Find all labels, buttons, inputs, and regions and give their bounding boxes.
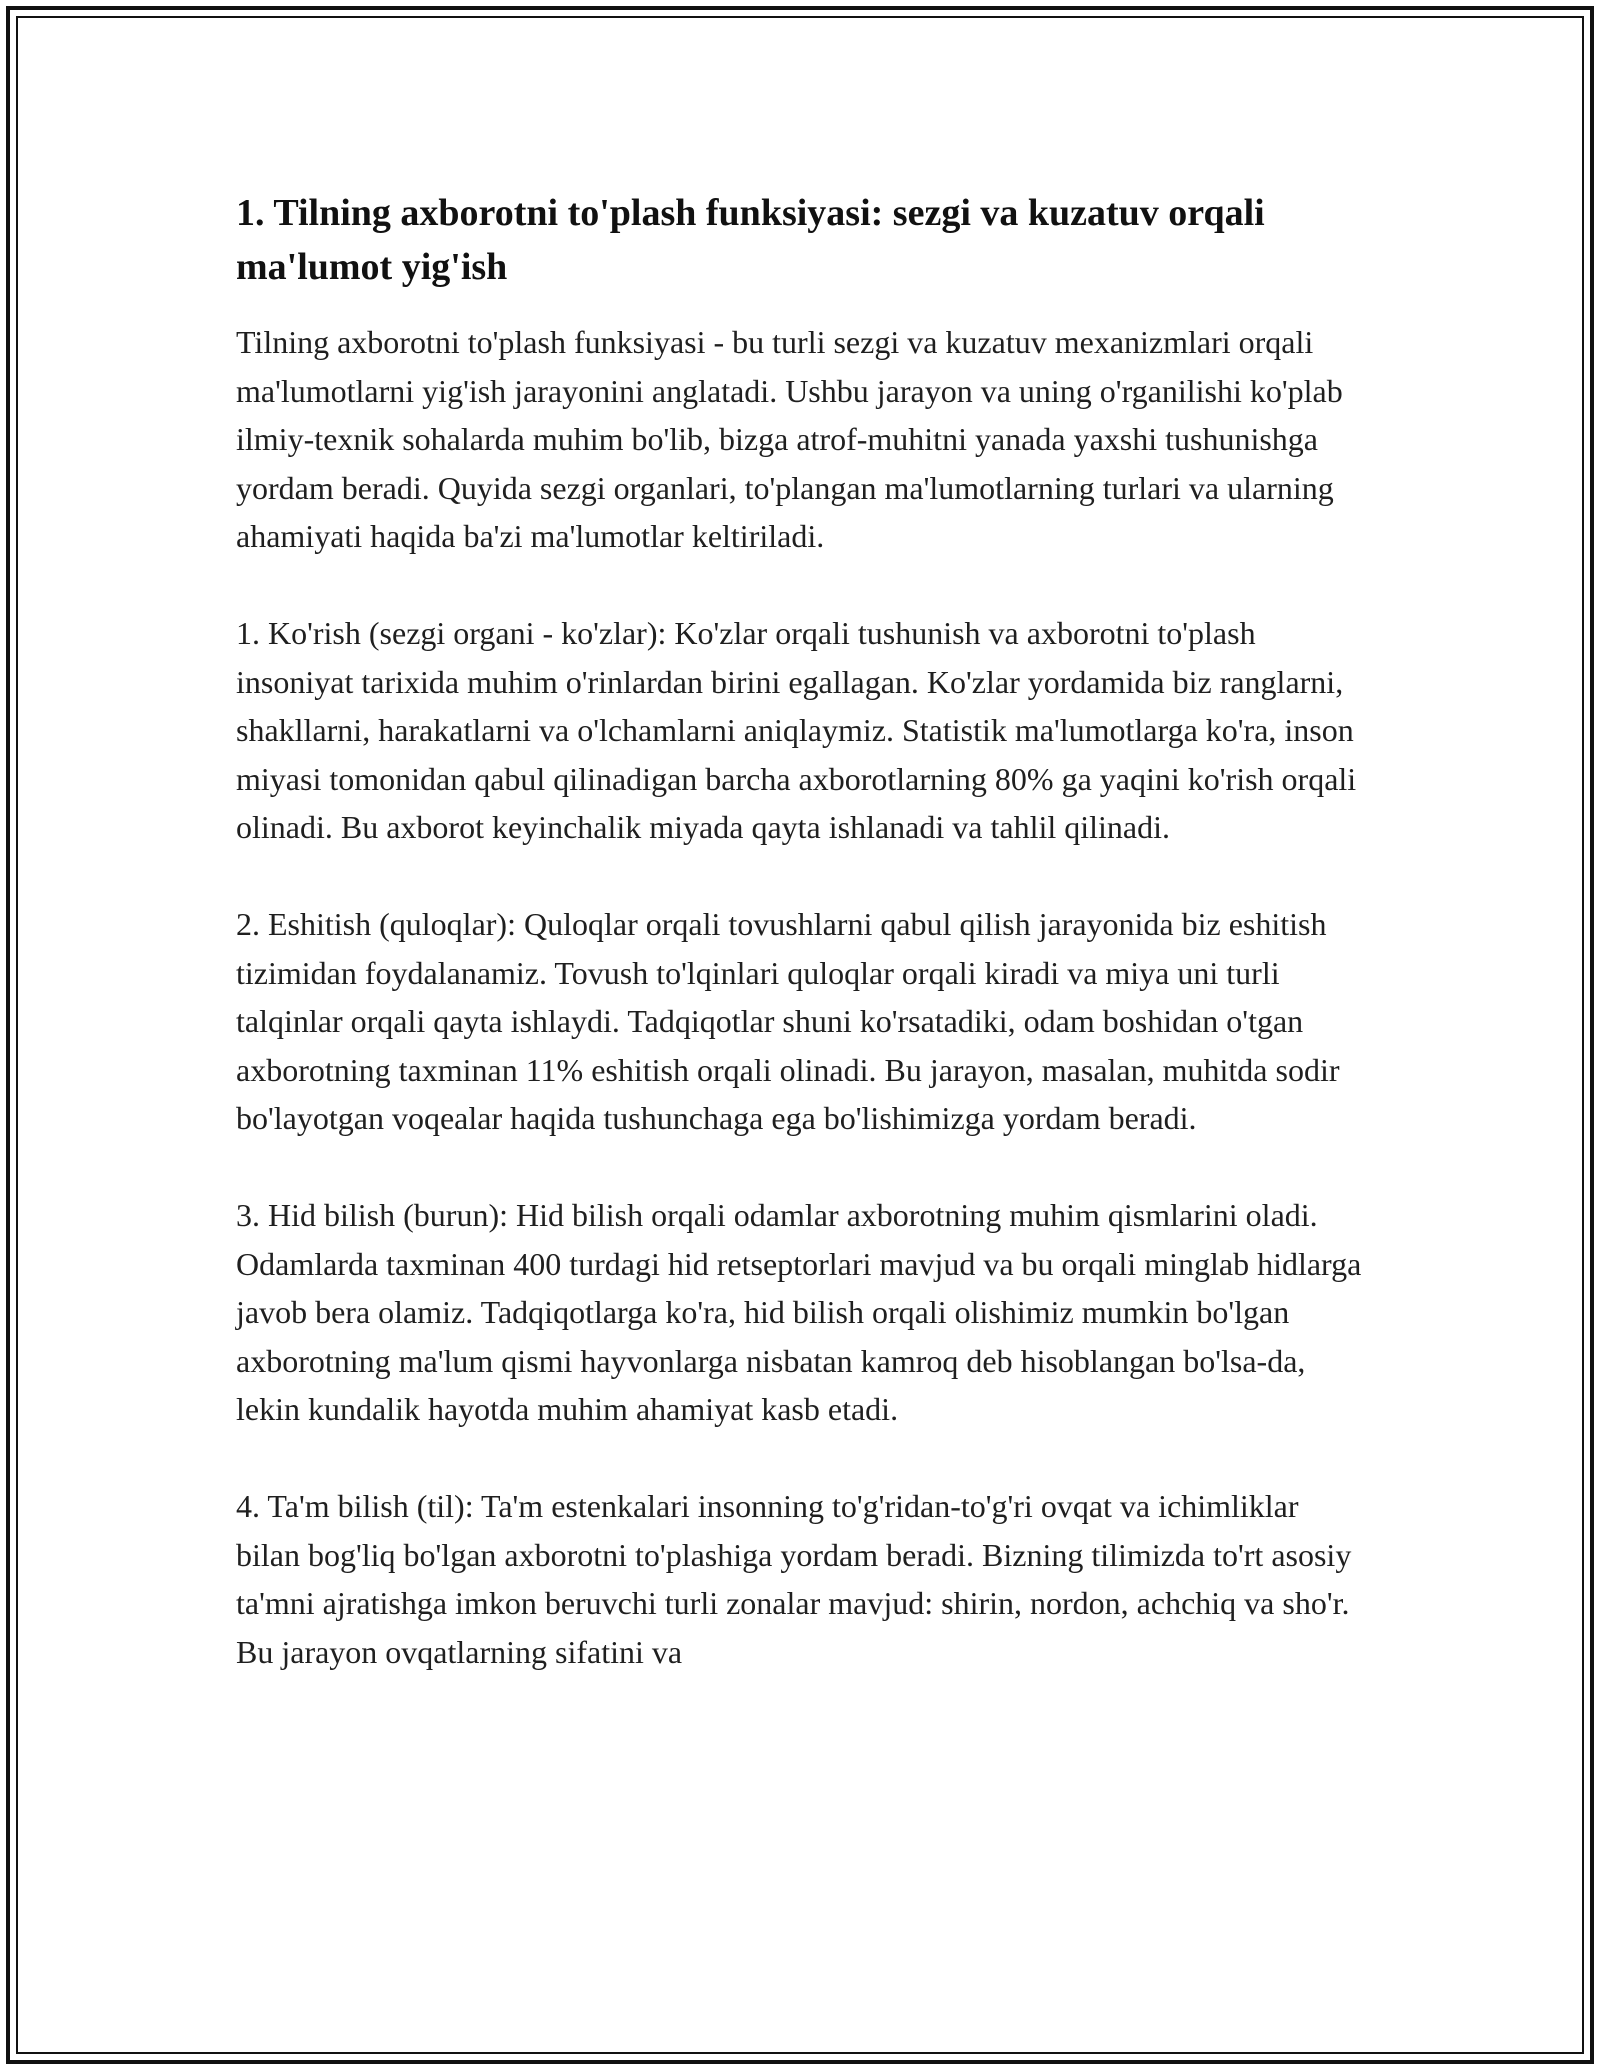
paragraph-taste: 4. Ta'm bilish (til): Ta'm estenkalari insonning to'g'ridan-to'g'ri ovqat va ichimliklar bilan bog'liq bo'lgan axborotni to'plashiga yordam beradi. Bizning tilimizda to'rt asosiy ta'mni ajratishga imkon beruvchi turli zonalar mavjud: shirin, nordon, achchiq va sho'r. Bu jarayon ovqatlarning sifatini va [236,1488,1352,1670]
paragraph-vision: 1. Ko'rish (sezgi organi - ko'zlar): Ko'zlar orqali tushunish va axborotni to'plash insoniyat tarixida muhim o'rinlardan birini egallagan. Ko'zlar yordamida biz ranglarni, shakllarni, harakatlarni va o'lchamlarni aniqlaymiz. Statistik ma'lumotlarga ko'ra, inson miyasi tomonidan qabul qilinadigan barcha axborotlarning 80% ga yaqini ko'rish orqali olinadi. Bu axborot keyinchalik miyada qayta ishlanadi va tahlil qilinadi. [236,615,1357,845]
document-body [236,186,1368,1725]
intro-paragraph: Tilning axborotni to'plash funksiyasi - bu turli sezgi va kuzatuv mexanizmlari orqali ma'lumotlarni yig'ish jarayonini anglatadi. Ushbu jarayon va uning o'rganilishi ko'plab ilmiy-texnik sohalarda muhim bo'lib, bizga atrof-muhitni yanada yaxshi tushunishga yordam beradi. Quyida sezgi organlari, to'plangan ma'lumotlarning turlari va ularning ahamiyati haqida ba'zi ma'lumotlar keltiriladi. [236,324,1343,554]
section-heading: 1. Tilning axborotni to'plash funksiyasi: sezgi va kuzatuv orqali ma'lumot yig'ish [236,192,1265,288]
paragraph-smell: 3. Hid bilish (burun): Hid bilish orqali odamlar axborotning muhim qismlarini oladi. Odamlarda taxminan 400 turdagi hid retseptorlari mavjud va bu orqali minglab hidlarga javob bera olamiz. Tadqiqotlarga ko'ra, hid bilish orqali olishimiz mumkin bo'lgan axborotning ma'lum qismi hayvonlarga nisbatan kamroq deb hisoblangan bo'lsa-da, lekin kundalik hayotda muhim ahamiyat kasb etadi. [236,1197,1362,1427]
paragraph-hearing: 2. Eshitish (quloqlar): Quloqlar orqali tovushlarni qabul qilish jarayonida biz eshitish tizimidan foydalanamiz. Tovush to'lqinlari quloqlar orqali kiradi va miya uni turli talqinlar orqali qayta ishlaydi. Tadqiqotlar shuni ko'rsatadiki, odam boshidan o'tgan axborotning taxminan 11% eshitish orqali olinadi. Bu jarayon, masalan, muhitda sodir bo'layotgan voqealar haqida tushunchaga ega bo'lishimizga yordam beradi. [236,906,1340,1136]
